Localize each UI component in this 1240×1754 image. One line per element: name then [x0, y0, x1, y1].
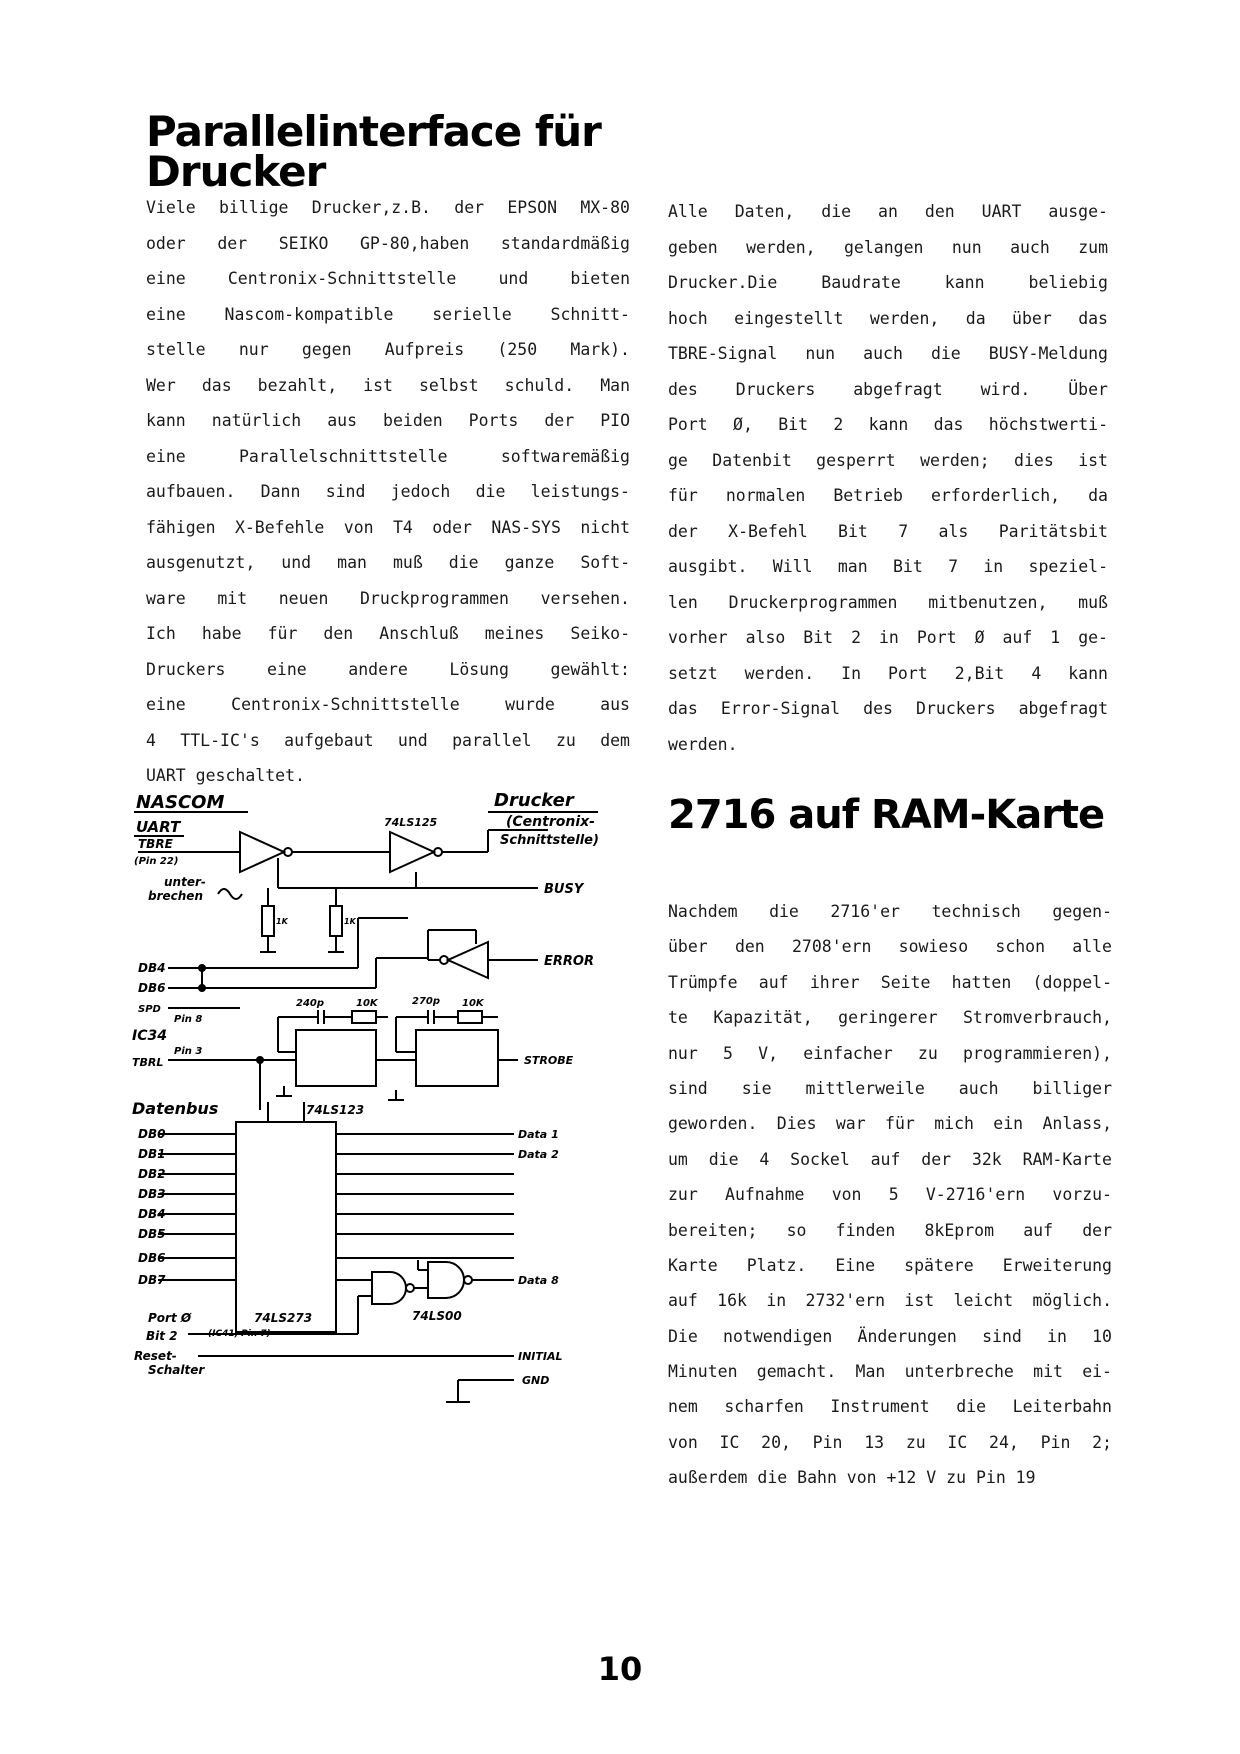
text-line: 4 TTL-IC's aufgebaut und parallel zu dem — [146, 730, 630, 750]
label-spd: SPD — [138, 1004, 161, 1015]
label-busy: BUSY — [544, 882, 584, 897]
text-line: ausgibt. Will man Bit 7 in speziel- — [668, 557, 1108, 576]
label-initial: INITIAL — [518, 1350, 563, 1363]
label-db4-bus: DB4 — [138, 1207, 166, 1221]
text-line: eine Centronix-Schnittstelle und bieten — [146, 269, 630, 288]
label-tbre: TBRE — [138, 837, 173, 851]
text-line: bereiten; so finden 8kEprom auf der — [668, 1220, 1112, 1240]
label-drucker: Drucker — [494, 790, 574, 811]
text-line: außerdem die Bahn von +12 V zu Pin 19 — [668, 1468, 1036, 1488]
label-r10k-a: 10K — [356, 998, 378, 1009]
left-column-text — [146, 190, 630, 794]
label-74ls125: 74LS125 — [384, 816, 438, 829]
text-line: fähigen X-Befehle von T4 oder NAS-SYS nicht — [146, 517, 630, 537]
label-uart: UART — [136, 818, 181, 836]
text-line: werden. — [668, 734, 738, 754]
label-brechen: brechen — [148, 889, 203, 903]
label-error: ERROR — [544, 954, 594, 969]
text-line: Karte Platz. Eine spätere Erweiterung — [668, 1255, 1112, 1275]
text-line: des Druckers abgefragt wird. Über — [668, 379, 1108, 399]
label-ic34: IC34 — [132, 1028, 167, 1044]
text-line: das Error-Signal des Druckers abgefragt — [668, 699, 1108, 718]
label-db3: DB3 — [138, 1187, 166, 1201]
text-line: zur Aufnahme von 5 V-2716'ern vorzu- — [668, 1185, 1112, 1205]
text-line: Nachdem die 2716'er technisch gegen- — [668, 902, 1112, 921]
text-line: Drucker.Die Baudrate kann beliebig — [668, 273, 1108, 292]
text-line: auf 16k in 2732'ern ist leicht möglich. — [668, 1291, 1112, 1311]
label-reset: Reset- — [134, 1349, 177, 1363]
label-db0: DB0 — [138, 1127, 166, 1141]
label-pin8: Pin 8 — [174, 1014, 203, 1025]
article-title: Parallelinterface für Drucker — [146, 107, 601, 196]
text-line: Die notwendigen Änderungen sind in 10 — [668, 1326, 1112, 1346]
text-line: für normalen Betrieb erforderlich, da — [668, 486, 1108, 505]
text-line: eine Nascom-kompatible serielle Schnitt- — [146, 304, 630, 324]
text-line: TBRE-Signal nun auch die BUSY-Meldung — [668, 344, 1108, 363]
label-r1k-b: 1K — [344, 917, 356, 926]
text-line: hoch eingestellt werden, da über das — [668, 308, 1108, 328]
text-line: der X-Befehl Bit 7 als Paritätsbit — [668, 521, 1108, 541]
label-bit2-note: (IC41, Pin 7) — [208, 1329, 271, 1339]
label-datenbus: Datenbus — [132, 1099, 219, 1118]
label-bit2: Bit 2 — [146, 1329, 178, 1343]
label-pin22: (Pin 22) — [134, 856, 179, 867]
text-line: sind sie mittlerweile auch billiger — [668, 1078, 1112, 1098]
circuit-schematic — [128, 790, 648, 1450]
label-data1: Data 1 — [518, 1128, 559, 1141]
text-line: um die 4 Sockel auf der 32k RAM-Karte — [668, 1149, 1112, 1169]
label-pin3: Pin 3 — [174, 1046, 203, 1057]
text-line: Alle Daten, die an den UART ausge- — [668, 202, 1108, 221]
label-c240p: 240p — [296, 998, 325, 1009]
text-line: ge Datenbit gesperrt werden; dies ist — [668, 450, 1108, 470]
text-line: Druckers eine andere Lösung gewählt: — [146, 659, 630, 679]
label-db6: DB6 — [138, 981, 166, 995]
label-schnittstelle: Schnittstelle) — [500, 833, 599, 848]
label-db2: DB2 — [138, 1167, 166, 1181]
text-line: aufbauen. Dann sind jedoch die leistungs- — [146, 482, 630, 501]
text-line: Trümpfe auf ihrer Seite hatten (doppel- — [668, 972, 1112, 992]
text-line: kann natürlich aus beiden Ports der PIO — [146, 411, 630, 430]
text-line: Port Ø, Bit 2 kann das höchstwerti- — [668, 415, 1108, 434]
right-column-text — [668, 194, 1108, 762]
label-data8: Data 8 — [518, 1274, 559, 1287]
label-unter: unter- — [164, 875, 206, 889]
text-line: setzt werden. In Port 2,Bit 4 kann — [668, 663, 1108, 683]
text-line: eine Parallelschnittstelle softwaremäßig — [146, 446, 630, 466]
text-line: ausgenutzt, und man muß die ganze Soft- — [146, 553, 630, 572]
text-line: Viele billige Drucker,z.B. der EPSON MX-80 — [146, 198, 630, 217]
label-db5: DB5 — [138, 1227, 166, 1241]
text-line: über den 2708'ern sowieso schon alle — [668, 937, 1112, 957]
text-line: nem scharfen Instrument die Leiterbahn — [668, 1397, 1112, 1417]
label-db6-bus: DB6 — [138, 1251, 166, 1265]
text-line: Ich habe für den Anschluß meines Seiko- — [146, 624, 630, 643]
label-c270p: 270p — [412, 996, 441, 1007]
label-r10k-b: 10K — [462, 998, 484, 1009]
label-data2: Data 2 — [518, 1148, 559, 1161]
label-74ls00: 74LS00 — [412, 1309, 462, 1323]
section-2716-text — [668, 894, 1112, 1496]
text-line: eine Centronix-Schnittstelle wurde aus — [146, 695, 630, 714]
label-strobe: STROBE — [524, 1054, 574, 1067]
text-line: len Druckerprogrammen mitbenutzen, muß — [668, 592, 1108, 612]
text-line: oder der SEIKO GP-80,haben standardmäßig — [146, 233, 630, 253]
label-centronix: (Centronix- — [506, 814, 595, 830]
text-line: nur 5 V, einfacher zu programmieren), — [668, 1043, 1112, 1063]
text-line: UART geschaltet. — [146, 766, 305, 785]
label-schalter: Schalter — [148, 1363, 205, 1377]
label-74ls273: 74LS273 — [254, 1311, 313, 1325]
section-title-2716: 2716 auf RAM-Karte — [668, 792, 1105, 838]
text-line: ware mit neuen Druckprogrammen versehen. — [146, 588, 630, 608]
label-nascom: NASCOM — [136, 792, 225, 813]
label-port0: Port Ø — [148, 1311, 192, 1325]
text-line: Minuten gemacht. Man unterbreche mit ei- — [668, 1362, 1112, 1382]
text-line: von IC 20, Pin 13 zu IC 24, Pin 2; — [668, 1432, 1112, 1452]
label-r1k-a: 1K — [276, 917, 288, 926]
text-line: Wer das bezahlt, ist selbst schuld. Man — [146, 375, 630, 395]
label-74ls123: 74LS123 — [306, 1103, 365, 1117]
text-line: vorher also Bit 2 in Port Ø auf 1 ge- — [668, 628, 1108, 647]
label-db4: DB4 — [138, 961, 166, 975]
label-tbrl: TBRL — [132, 1056, 164, 1069]
label-db7: DB7 — [138, 1273, 166, 1287]
page-number: 10 — [597, 1650, 643, 1688]
text-line: geben werden, gelangen nun auch zum — [668, 237, 1108, 257]
text-line: stelle nur gegen Aufpreis (250 Mark). — [146, 340, 630, 359]
label-db1: DB1 — [138, 1147, 166, 1161]
text-line: geworden. Dies war für mich ein Anlass, — [668, 1114, 1112, 1134]
label-gnd: GND — [522, 1374, 550, 1387]
text-line: te Kapazität, geringerer Stromverbrauch, — [668, 1008, 1112, 1028]
